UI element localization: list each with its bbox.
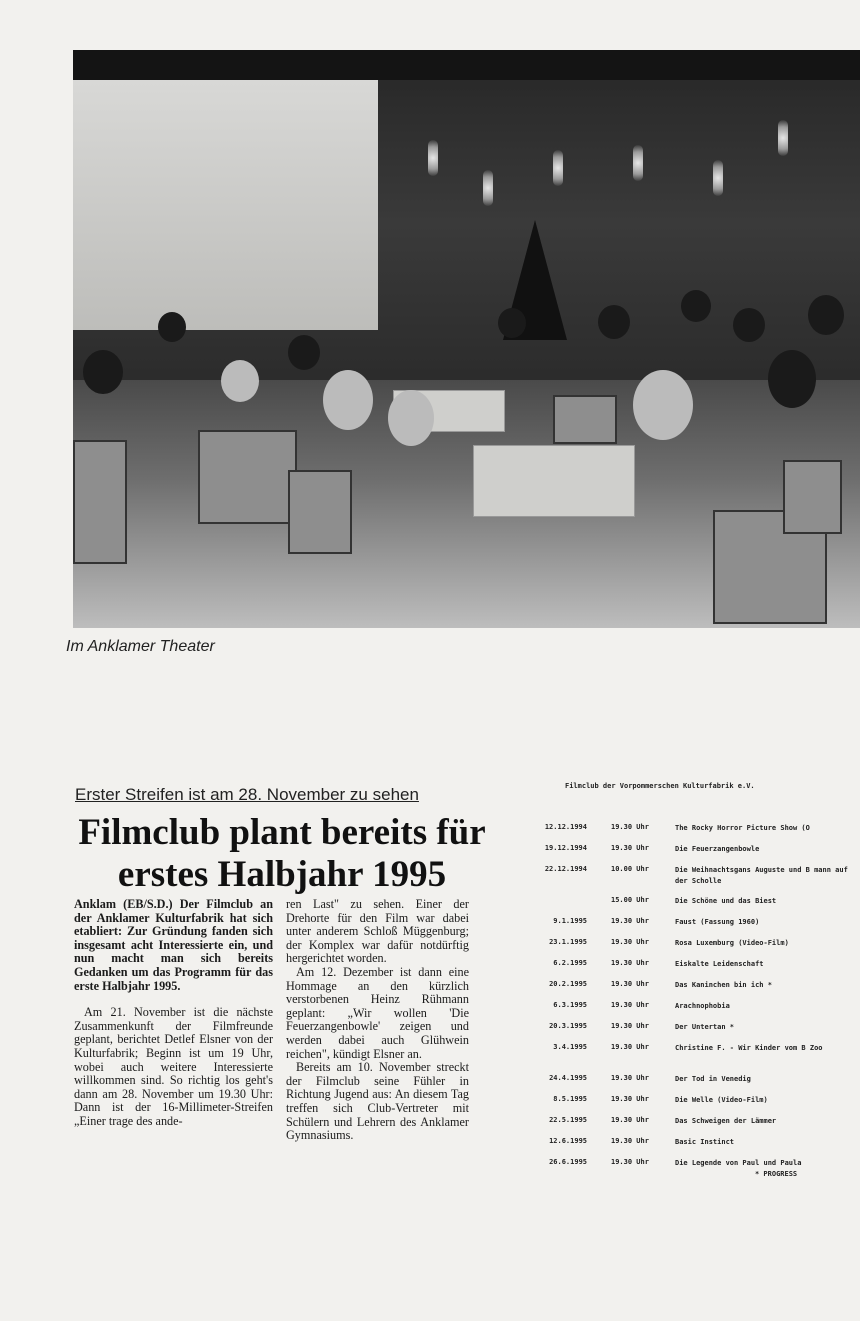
article-paragraph: ren Last" zu sehen. Einer der Drehorte für den Film war dabei unter anderem Schloß Müggenburg; der Komplex war dafür notdürftig hergerichtet worden.	[286, 897, 469, 966]
article-paragraph: Am 12. Dezember ist dann eine Hommage an den kürzlich verstorbenen Heinz Rühmann geplant: „Wir wollen 'Die Feuerzangenbowle' zeigen und werden dabei auch Glühwein reichen", kündigt Elsner an.	[286, 964, 469, 1061]
schedule-film: Die Welle (Video-Film)	[675, 1096, 768, 1104]
schedule-row	[525, 1040, 860, 1071]
schedule-film: Der Tod in Venedig	[675, 1075, 751, 1083]
schedule-date: 24.4.1995	[549, 1074, 587, 1082]
schedule-date: 26.6.1995	[549, 1158, 587, 1166]
schedule-row	[525, 1092, 860, 1113]
schedule-film: Rosa Luxemburg (Video-Film)	[675, 939, 789, 947]
schedule-film: The Rocky Horror Picture Show (O	[675, 824, 810, 832]
photo-caption: Im Anklamer Theater	[66, 638, 215, 655]
schedule-time: 15.00 Uhr	[611, 896, 649, 904]
schedule-date: 9.1.1995	[553, 917, 587, 925]
schedule-time: 19.30 Uhr	[611, 959, 649, 967]
schedule-film: Die Weihnachtsgans Auguste und B mann auf der Scholle	[675, 866, 848, 885]
schedule-time: 19.30 Uhr	[611, 980, 649, 988]
schedule-date: 3.4.1995	[553, 1043, 587, 1051]
schedule-row	[525, 1019, 860, 1040]
schedule-row	[525, 841, 860, 862]
schedule-film: Basic Instinct	[675, 1138, 735, 1146]
schedule-time: 19.30 Uhr	[611, 1043, 649, 1051]
schedule-row	[525, 1134, 860, 1155]
article-paragraph: Bereits am 10. November streckt der Filmclub seine Fühler in Richtung Jugend aus: An diesem Tag treffen sich Club-Vertreter mit Schülern und Lehrern des Anklamer Gymnasiums.	[286, 1060, 469, 1143]
schedule-film: Die Feuerzangenbowle	[675, 845, 760, 853]
schedule-film: Das Schweigen der Lämmer	[675, 1117, 777, 1125]
schedule-row	[525, 820, 860, 841]
schedule-date: 6.2.1995	[553, 959, 587, 967]
schedule-time: 19.30 Uhr	[611, 917, 649, 925]
schedule-row	[525, 914, 860, 935]
schedule-film: Die Legende von Paul und Paula	[675, 1159, 802, 1167]
schedule-row	[525, 977, 860, 998]
article-kicker: Erster Streifen ist am 28. November zu sehen	[75, 785, 419, 804]
schedule-row	[525, 893, 860, 914]
article-lead: Anklam (EB/S.D.) Der Filmclub an der Anklamer Kulturfabrik hat sich etabliert: Zur Gründung fanden sich insgesamt acht Interessierte ein, und nun macht man sich bereits Gedanken um das Programm für das erste Halbjahr 1995.	[74, 897, 273, 993]
schedule-film: Der Untertan *	[675, 1023, 735, 1031]
schedule-title: Filmclub der Vorpommerschen Kulturfabrik e.V.	[565, 782, 755, 790]
schedule-time: 19.30 Uhr	[611, 1022, 649, 1030]
schedule-film: Christine F. - Wir Kinder vom B Zoo	[675, 1044, 823, 1052]
schedule-date: 20.3.1995	[549, 1022, 587, 1030]
schedule-row	[525, 1071, 860, 1092]
stage-truss	[73, 50, 860, 80]
schedule-time: 19.30 Uhr	[611, 823, 649, 831]
schedule-film: Das Kaninchen bin ich *	[675, 981, 772, 989]
schedule-date: 6.3.1995	[553, 1001, 587, 1009]
schedule-time: 19.30 Uhr	[611, 1137, 649, 1145]
schedule-film: Faust (Fassung 1960)	[675, 918, 760, 926]
schedule-date: 22.5.1995	[549, 1116, 587, 1124]
schedule-date: 20.2.1995	[549, 980, 587, 988]
schedule-row	[525, 1113, 860, 1134]
schedule-row	[525, 862, 860, 893]
schedule-row	[525, 935, 860, 956]
article-photo	[73, 50, 860, 628]
schedule-time: 19.30 Uhr	[611, 844, 649, 852]
schedule-time: 19.30 Uhr	[611, 1158, 649, 1166]
schedule-row	[525, 956, 860, 977]
projection-screen	[73, 80, 378, 330]
schedule-row	[525, 1155, 860, 1176]
schedule-time: 19.30 Uhr	[611, 1116, 649, 1124]
article-headline: Filmclub plant bereits für erstes Halbjahr 1995	[78, 812, 486, 895]
schedule-table	[525, 820, 860, 1176]
schedule-footnote: * PROGRESS	[755, 1170, 798, 1178]
schedule-row	[525, 998, 860, 1019]
schedule-date: 22.12.1994	[544, 865, 587, 873]
schedule-film: Arachnophobia	[675, 1002, 730, 1010]
schedule-time: 19.30 Uhr	[611, 938, 649, 946]
schedule-date: 12.12.1994	[544, 823, 587, 831]
schedule-time: 19.30 Uhr	[611, 1074, 649, 1082]
schedule-date: 8.5.1995	[553, 1095, 587, 1103]
schedule-date: 23.1.1995	[549, 938, 587, 946]
article-column-2	[286, 898, 469, 1143]
schedule-film: Die Schöne und das Biest	[675, 897, 777, 905]
article-paragraph: Am 21. November ist die nächste Zusammenkunft der Filmfreunde geplant, berichtet Detlef Elsner von der Kulturfabrik; Beginn ist um 19 Uhr, wobei auch weitere Interessierte willkommen sind. So richtig los geht's dann am 28. November um 19.30 Uhr: Dann ist der 16-Millimeter-Streifen „Einer trage des ande-	[74, 1005, 273, 1128]
schedule-date: 19.12.1994	[544, 844, 587, 852]
schedule-date: 12.6.1995	[549, 1137, 587, 1145]
article-column-1	[74, 898, 273, 1129]
schedule-time: 19.30 Uhr	[611, 1095, 649, 1103]
schedule-time: 19.30 Uhr	[611, 1001, 649, 1009]
schedule-time: 10.00 Uhr	[611, 865, 649, 873]
schedule-film: Eiskalte Leidenschaft	[675, 960, 764, 968]
